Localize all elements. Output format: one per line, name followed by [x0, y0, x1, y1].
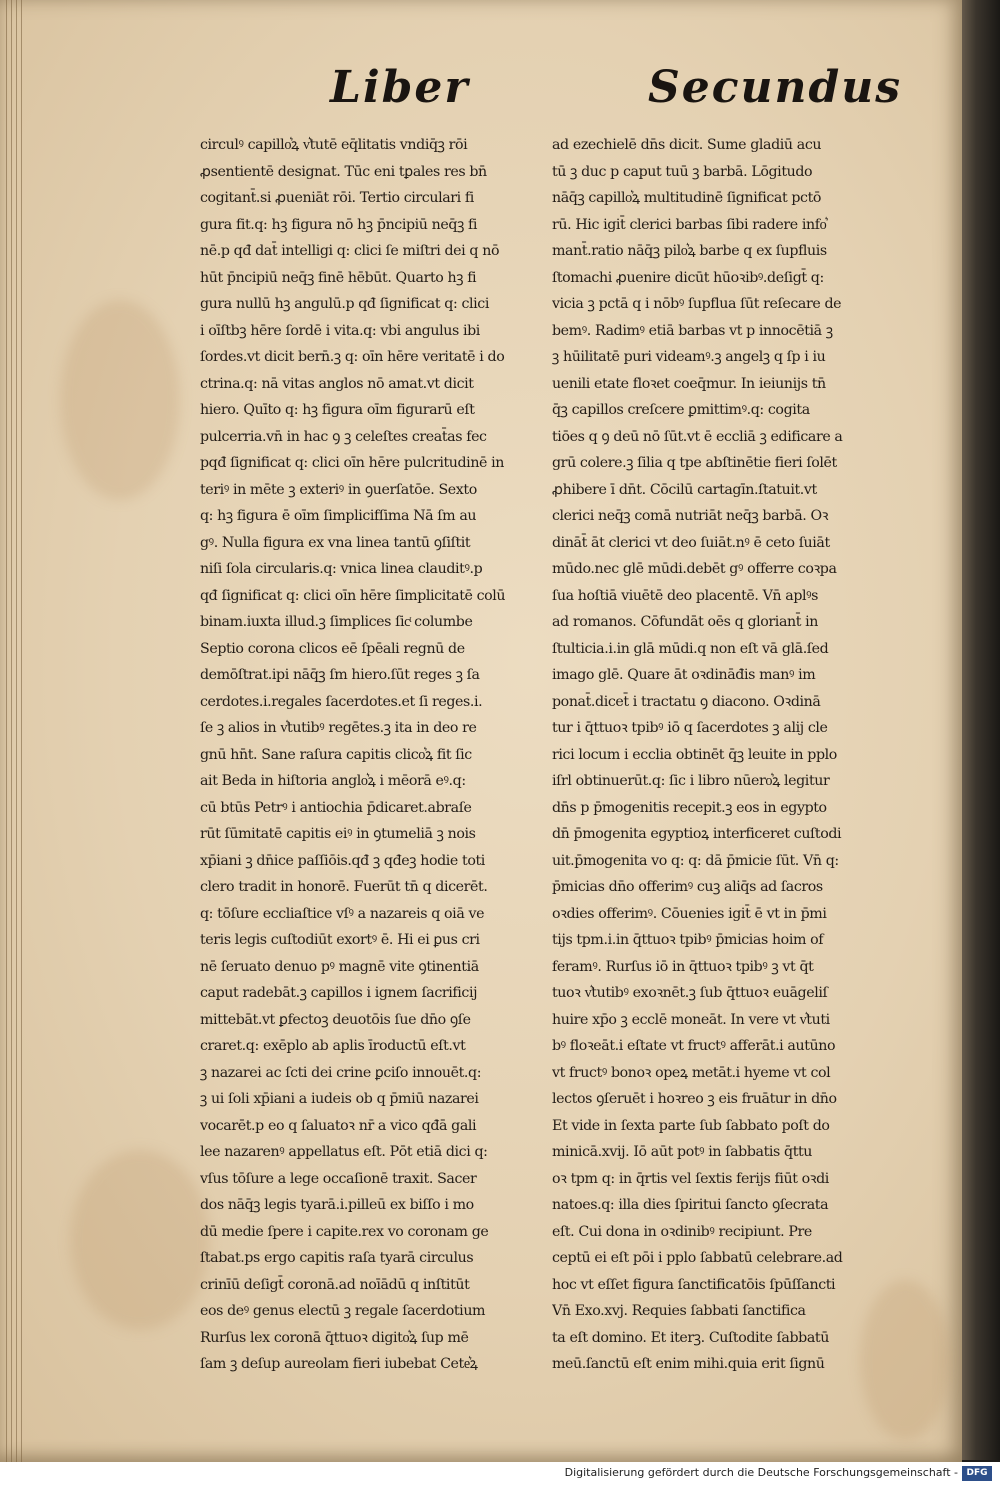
text-line: ad romanos. Cōfundāt oēs q gloriant̄ in [552, 614, 819, 630]
text-line: feramꝰ. Rurſus iō in q̄ttuoꝛ tpibꝰ ꝫ vt q̄t [552, 958, 814, 975]
paper-stain [70, 1150, 210, 1330]
text-line: gnū hn̄t. Sane raſura capitis clico͛ꝝ fit ſic [200, 746, 472, 763]
text-line: uit.p̄mogenita vo q: q: dā p̄micie ſūt. Vn̄ q: [552, 852, 839, 869]
text-line: cū btūs Petrꝰ i antiochia p̄dicaret.abraſe [200, 799, 472, 816]
text-line: eos deꝰ genus electū ꝫ regale ſacerdotium [200, 1303, 486, 1319]
text-line: iſrl obtinuerūt.q: ſic i libro nūero͛ꝝ legitur [552, 773, 830, 789]
text-line: q: hꝫ figura ē oīm ſimplicifſima Nā ſm au [200, 508, 477, 524]
running-head-right: Secundus [648, 62, 903, 113]
text-line: gꝰ. Nulla figura ex vna linea tantū ꝯſiſtit [200, 534, 471, 551]
text-line: ad ezechielē dn̄s dicit. Sume gladiū acu [552, 137, 822, 153]
text-line: ſordes.vt dicit bern̄.ꝫ q: oīn hēre veritatē i do [200, 349, 505, 365]
text-line: eſt. Cui dona in oꝛdinibꝰ recipiunt. Pre [552, 1223, 812, 1240]
dfg-logo: DFG [962, 1466, 992, 1481]
text-line: ſtabat.ps ergo capitis raſa tyarā circulus [200, 1250, 474, 1266]
digitization-credit: Digitalisierung gefördert durch die Deutsche Forschungsgemeinschaft - [564, 1466, 958, 1479]
text-line: Rurſus lex coronā q̄ttuoꝛ digito͛ꝝ ſup mē [200, 1329, 469, 1346]
text-line: grū colere.ꝫ ſilia q tpe abſtinētie fieri ſolēt [552, 455, 837, 471]
text-line: teriꝰ in mēte ꝫ exteriꝰ in ꝯuerſatōe. Sexto [200, 481, 477, 498]
text-line: pqđ ſignificat q: clici oīn hēre pulcritudinē in [200, 455, 505, 471]
text-line: qđ ſignificat q: clici oīn hēre ſimplicitatē colū [200, 587, 506, 604]
text-line: rū. Hic igit̄ clerici barbas ſibi radere info͛ [552, 216, 827, 233]
text-line: imago glē. Quare āt oꝛdināđis manꝰ im [552, 667, 816, 683]
text-line: ponat̄.dicet̄ i tractatu ꝯ diacono. Oꝛdinā [552, 693, 821, 710]
text-line: lee nazarenꝰ appellatus eſt. Pōt etiā dici q: [200, 1144, 488, 1160]
text-line: bꝰ floꝛeāt.i eſtate vt fructꝰ afferāt.i autūno [552, 1038, 836, 1054]
text-line: mūdo.nec glē mūdi.debēt gꝰ offerre coꝛpa [552, 561, 837, 577]
text-line: Septio corona clicos eē ſpēali regnū de [200, 640, 465, 657]
text-line: i oīſtbꝫ hēre ſordē i vita.q: vbi angulus ibi [200, 322, 480, 339]
page-edge [16, 0, 17, 1462]
text-line: teris legis cuſtodiūt exortꝰ ē. Hi ei ꝑus cri [200, 932, 480, 948]
text-line: ceptū ei eſt pōi i pplo ſabbatū celebrare.ad [552, 1250, 843, 1266]
text-line: dn̄s p p̄mogenitis recepit.ꝫ eos in egypto [552, 799, 827, 816]
text-line: huire xp̄o ꝫ ecclē moneāt. In vere vt v͛tuti [552, 1011, 830, 1028]
text-line: cogitant̄.si ꝓueniāt rōi. Tertio circulari fi [200, 190, 474, 206]
text-line: vt fructꝰ bonoꝛ opeꝝ metāt.i hyeme vt col [552, 1064, 831, 1081]
text-line: xp̄iani ꝫ dn̄ice paſſiōis.qđ ꝫ qđeꝫ hodie toti [200, 852, 485, 869]
text-line: lectos ꝯſeruēt i hoꝛreo ꝫ eis fruātur in dn̄o [552, 1091, 837, 1107]
text-line: ꝫ nazarei ac ſcti dei crine ꝑciſo innouēt.q: [200, 1064, 482, 1081]
text-line: minicā.xvij. Iō aūt potꝰ in ſabbatis q̄ttu [552, 1144, 813, 1160]
text-line: ſtulticia.i.in glā mūdi.q non eſt vā glā.ſed [552, 640, 829, 657]
text-line: circulꝰ capillo͛ꝝ v͛tutē eq̄litatis vndiq̄ꝫ rōi [200, 137, 468, 153]
text-line: ſam ꝫ deſup aureolam fieri iubebat Cete͛ꝝ [200, 1356, 478, 1372]
text-line: Et vide in ſexta parte ſub ſabbato poſt do [552, 1117, 830, 1134]
text-line: ſtomachi ꝓuenire dicūt hūoꝛibꝰ.deſigt̄ q: [552, 269, 824, 286]
text-line: tiōes q ꝯ deū nō ſūt.vt ē eccliā ꝫ edificare a [552, 428, 843, 445]
text-line: niſi ſola circularis.q: vnica linea clauditꝰ.p [200, 561, 483, 577]
page-edge [11, 0, 12, 1462]
text-line: vſus tōſure a lege occaſionē traxit. Sacer [200, 1170, 477, 1187]
text-line: clerici neq̄ꝫ comā nutriāt neq̄ꝫ barbā. Oꝛ [552, 508, 829, 524]
text-line: ſua hoſtiā viuētē deo placentē. Vn̄ aplꝰs [552, 587, 819, 604]
text-line: tijs tpm.i.in q̄ttuoꝛ tpibꝰ p̄micias hoim of [552, 932, 824, 948]
text-line: hūt p̄ncipiū neq̄ꝫ finē hēbūt. Quarto hꝫ fi [200, 269, 477, 286]
text-line: rūt ſūmitatē capitis eiꝰ in ꝯtumeliā ꝫ nois [200, 826, 476, 842]
text-line: clero tradit in honorē. Fuerūt tn̄ q dicerēt. [200, 879, 488, 895]
text-line: Vn̄ Exo.xvj. Requies ſabbati ſanctifica [552, 1303, 806, 1319]
text-line: dos nāq̄ꝫ legis tyarā.i.pilleū ex biſſo i mo [200, 1197, 474, 1213]
text-line: oꝛ tpm q: in q̄rtis vel ſextis ferijs fiūt oꝛdi [552, 1170, 829, 1187]
text-line: oꝛdies offerimꝰ. Cōuenies igit̄ ē vt in p̄mi [552, 905, 827, 922]
text-line: dināt̄ āt clerici vt deo ſuiāt.nꝰ ē ceto ſuiāt [552, 534, 830, 551]
text-line: meū.ſanctū eſt enim mihi.quia erit ſignū [552, 1356, 825, 1372]
text-line: nē ſeruato denuo pꝰ magnē vite ꝯtinentiā [200, 958, 479, 975]
text-line: q: tōſure eccliaſtice vſꝰ a nazareis q oiā ve [200, 905, 485, 922]
text-line: hoc vt eſſet figura ſanctificatōis ſpūſſancti [552, 1276, 836, 1293]
text-line: vocarēt.p eo q ſaluatoꝛ nr̄ a vico qđā gali [200, 1117, 477, 1134]
text-line: dū medie ſpere i capite.rex vo coronam ge [200, 1223, 489, 1240]
text-line: nāq̄ꝫ capillo͛ꝝ multitudinē ſignificat pctō [552, 190, 822, 206]
text-line: gura nullū hꝫ angulū.p qđ ſignificat q: clici [200, 296, 489, 312]
text-line: natoes.q: illa dies ſpiritui ſancto ꝯſecrata [552, 1197, 829, 1213]
text-line: ꝓsentientē designat. Tūc eni tꝑales res bn̄ [200, 163, 487, 180]
text-line: rici locum i ecclia obtinēt q̄ꝫ leuite in pplo [552, 746, 837, 763]
page-edge [6, 0, 7, 1462]
text-line: dn̄ p̄mogenita egyptioꝝ interficeret cuſtodi [552, 826, 842, 842]
text-line: hiero. Quīto q: hꝫ figura oīm figurarū eſt [200, 402, 475, 418]
text-line: bemꝰ. Radimꝰ etiā barbas vt p innocētiā ꝫ [552, 322, 833, 339]
text-line: craret.q: exēplo ab aplis īroductū eſt.vt [200, 1038, 466, 1054]
text-line: p̄micias dn̄o offerimꝰ cuꝫ aliq̄s ad ſacros [552, 879, 823, 895]
text-line: caput radebāt.ꝫ capillos i ignem ſacrificij [200, 985, 478, 1001]
text-line: cerdotes.i.regales ſacerdotes.et ſi reges.i. [200, 693, 483, 710]
text-line: uenili etate floꝛet coeq̄mur. In ieiunijs tn̄ [552, 375, 826, 392]
text-line: ta eſt domino. Et iterꝫ. Cuſtodite ſabbatū [552, 1329, 829, 1346]
text-line: demōſtrat.ipi nāq̄ꝫ ſm hiero.ſūt reges ꝫ ſa [200, 667, 480, 683]
text-line: tuoꝛ v͛tutibꝰ exoꝛnēt.ꝫ ſub q̄ttuoꝛ euāgeliſ [552, 985, 828, 1001]
text-line: q̄ꝫ capillos creſcere ꝑmittimꝰ.q: cogita [552, 402, 810, 418]
text-line: crinīū deſigt̄ coronā.ad noīādū q inſtitūt [200, 1276, 470, 1293]
text-line: ctrina.q: nā vitas anglos nō amat.vt dicit [200, 375, 474, 392]
text-line: nē.p qđ dat̄ intelligi q: clici ſe miſtri dei q nō [200, 243, 500, 259]
text-line: ꝓhibere ī dn̄t. Cōcilū cartagīn.ſtatuit.vt [552, 481, 817, 498]
text-line: ait Beda in hiſtoria anglo͛ꝝ i mēorā eꝰ.q: [200, 773, 466, 789]
text-line: mittebāt.vt ꝑfectoꝫ deuotōis ſue dn̄o ꝯſe [200, 1011, 471, 1028]
paper-stain [60, 300, 180, 500]
text-line: tū ꝫ duc p caput tuū ꝫ barbā. Lōgitudo [552, 163, 813, 180]
running-head-left: Liber [330, 62, 470, 113]
text-line: gura fit.q: hꝫ figura nō hꝫ p̄ncipiū neq̄ꝫ fi [200, 216, 478, 233]
text-line: pulcerria.vn̄ in hac ꝯ ꝫ celeſtes creat̄as fec [200, 428, 487, 445]
text-column-left [200, 132, 530, 1378]
page-edge [21, 0, 22, 1462]
text-line: ſe ꝫ alios in v͛tutibꝰ regētes.ꝫ ita in deo re [200, 720, 477, 736]
text-column-right [552, 132, 882, 1378]
text-line: mant̄.ratio nāq̄ꝫ pilo͛ꝝ barbe q ex ſupfluis [552, 243, 827, 259]
text-line: ꝫ hūilitatē puri videamꝰ.ꝫ angelꝫ q ſp i iu [552, 349, 826, 365]
footer-bar [0, 1462, 1000, 1487]
text-line: tur i q̄ttuoꝛ tpibꝰ iō q ſacerdotes ꝫ alij cle [552, 720, 828, 736]
text-line: vicia ꝫ pctā q i nōbꝰ ſupflua ſūt reſecare de [552, 296, 842, 312]
scanner-bed-right [960, 0, 1000, 1460]
text-line: binam.iuxta illud.ꝫ ſimplices ſicͭ columbe [200, 614, 473, 630]
text-line: ꝫ ui ſoli xp̄iani a iudeis ob q p̄miū nazarei [200, 1091, 479, 1107]
